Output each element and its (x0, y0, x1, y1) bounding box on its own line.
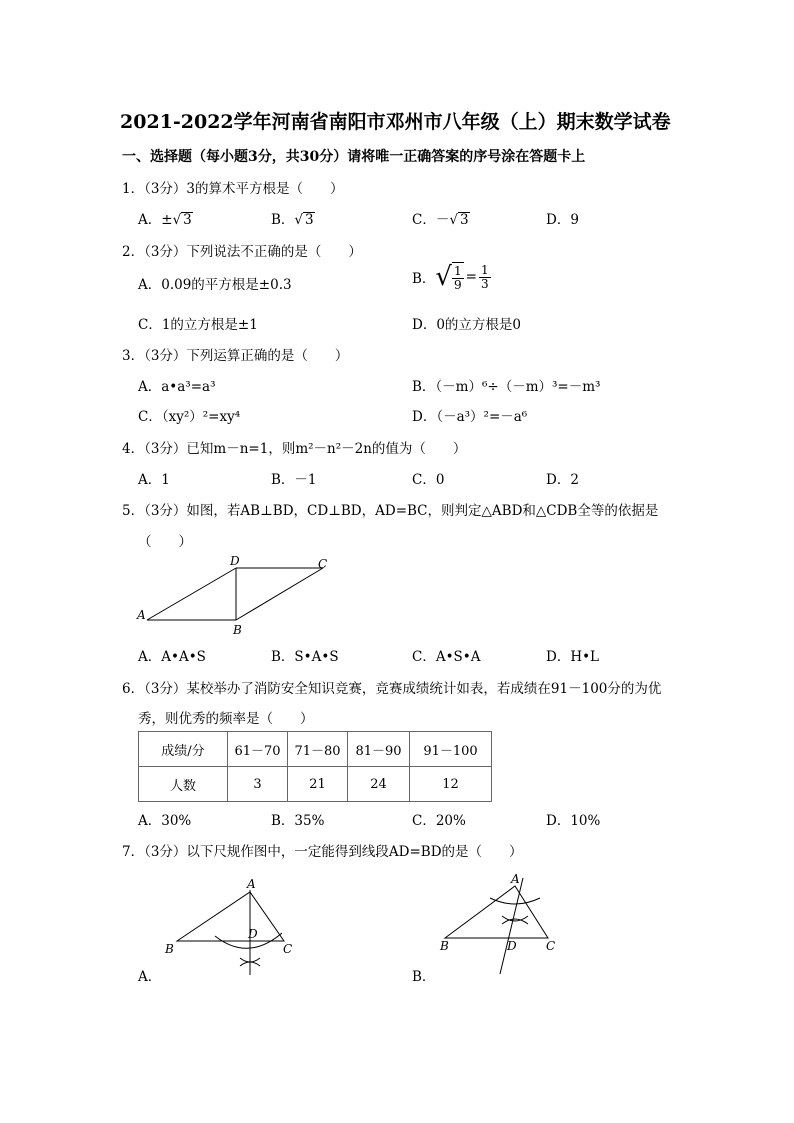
fraction-one-ninth (452, 262, 464, 292)
table-cell: 24 (348, 767, 410, 802)
sqrt-sign: √ (172, 212, 182, 228)
question-5-stem-line1: 5．（3分）如图，若AB⊥BD，CD⊥BD，AD=BC，则判定△ABD和△CDB全等的依据是 (122, 503, 659, 519)
question-5-stem-line2: （ ） (138, 534, 192, 550)
fraction-one-third (479, 264, 491, 291)
question-2-option-b[interactable] (412, 262, 491, 292)
question-6-stem-line2: 秀，则优秀的频率是（ ） (138, 711, 314, 727)
question-6-option-b[interactable]: B．35% (271, 813, 325, 829)
sqrt-sign: √ (294, 212, 304, 228)
question-2-stem: 2．（3分）下列说法不正确的是（ ） (122, 244, 362, 260)
triangle-abc (445, 886, 548, 938)
question-7-option-a[interactable]: A． (138, 969, 162, 985)
table-cell: 人数 (139, 767, 228, 802)
numerator: 1 (480, 262, 489, 277)
question-6-option-a[interactable]: A．30% (138, 813, 192, 829)
table-cell: 成绩/分 (139, 732, 228, 767)
radicand: 3 (183, 212, 192, 228)
question-3-stem: 3．（3分）下列运算正确的是（ ） (122, 348, 349, 364)
question-7-option-b[interactable]: B． (412, 969, 436, 985)
page-title: 2021-2022学年河南省南阳市邓州市八年级（上）期末数学试卷 (120, 111, 671, 133)
denominator: 9 (454, 278, 462, 292)
denominator: 3 (480, 276, 489, 291)
question-5-option-c[interactable]: C．A•S•A (412, 649, 481, 665)
radicand: 3 (305, 212, 314, 228)
question-5-option-a[interactable]: A．A•A•S (138, 649, 206, 665)
point-label-a: A (247, 877, 256, 891)
question-1-option-d[interactable]: D．9 (546, 212, 579, 228)
point-label-a: A (137, 608, 146, 622)
table-cell: 12 (410, 767, 492, 802)
point-label-d: D (248, 927, 258, 941)
question-4-option-b[interactable]: B．－1 (271, 472, 317, 488)
segment-ad (147, 568, 236, 620)
option-a-prefix: A．± (138, 212, 173, 228)
question-5-option-d[interactable]: D．H•L (546, 649, 600, 665)
point-label-c: C (283, 942, 293, 956)
score-table (138, 731, 492, 802)
point-label-d: D (507, 939, 517, 953)
question-5-option-b[interactable]: B．S•A•S (271, 649, 339, 665)
option-b-prefix: B． (412, 271, 436, 287)
point-label-b: B (233, 623, 242, 637)
question-6-option-c[interactable]: C．20% (412, 813, 466, 829)
question-1-option-b[interactable] (271, 208, 315, 228)
question-4-option-a[interactable]: A．1 (138, 472, 170, 488)
point-label-c: C (318, 557, 328, 571)
question-1-option-a[interactable] (138, 208, 193, 228)
option-c-prefix: C．－ (412, 212, 450, 228)
question-3-option-c[interactable]: C．（xy²）²=xy⁴ (138, 409, 241, 425)
sqrt-sign: √ (449, 212, 458, 228)
table-row (139, 767, 492, 802)
sqrt-sign: √ (435, 262, 452, 292)
bisector-line (500, 878, 523, 974)
question-3-option-d[interactable]: D．（－a³）²=－a⁶ (412, 409, 528, 425)
numerator: 1 (454, 264, 462, 278)
question-3-option-b[interactable]: B．（－m）⁶÷（－m）³=－m³ (412, 379, 601, 395)
option-b-prefix: B． (271, 212, 295, 228)
question-7-figure-b (430, 868, 580, 983)
point-label-c: C (546, 939, 556, 953)
table-header-row (139, 732, 492, 767)
question-4-option-d[interactable]: D．2 (546, 472, 579, 488)
question-6-option-d[interactable]: D．10% (546, 813, 601, 829)
table-cell: 3 (228, 767, 288, 802)
question-3-option-a[interactable]: A．a•a³=a³ (138, 379, 216, 395)
radicand: 3 (459, 212, 469, 228)
table-cell: 21 (288, 767, 348, 802)
question-2-option-c[interactable]: C．1的立方根是±1 (138, 317, 258, 333)
table-cell: 91－100 (410, 732, 492, 767)
question-5-figure (130, 550, 340, 640)
point-label-a: A (511, 872, 520, 886)
equals-sign: = (465, 269, 477, 285)
point-label-b: B (165, 942, 174, 956)
point-label-d: D (230, 554, 240, 568)
question-2-option-a[interactable]: A．0.09的平方根是±0.3 (138, 277, 292, 293)
question-4-stem: 4．（3分）已知m－n=1，则m²－n²－2n的值为（ ） (122, 441, 467, 457)
question-2-option-d[interactable]: D．0的立方根是0 (412, 317, 522, 333)
question-7-stem: 7．（3分）以下尺规作图中，一定能得到线段AD=BD的是（ ） (122, 844, 523, 860)
table-cell: 81－90 (348, 732, 410, 767)
segment-bc (236, 568, 323, 620)
question-1-option-c[interactable] (412, 208, 470, 228)
question-4-option-c[interactable]: C．0 (412, 472, 445, 488)
table-cell: 61－70 (228, 732, 288, 767)
point-label-b: B (440, 939, 449, 953)
section-heading: 一、选择题（每小题3分，共30分）请将唯一正确答案的序号涂在答题卡上 (122, 149, 586, 165)
question-6-stem-line1: 6．（3分）某校举办了消防安全知识竞赛，竞赛成绩统计如表，若成绩在91－100分的为优 (122, 681, 662, 697)
question-7-figure-a (160, 870, 310, 980)
table-cell: 71－80 (288, 732, 348, 767)
question-1-stem: 1．（3分）3的算术平方根是（ ） (122, 181, 344, 197)
triangle-abc (177, 892, 284, 941)
